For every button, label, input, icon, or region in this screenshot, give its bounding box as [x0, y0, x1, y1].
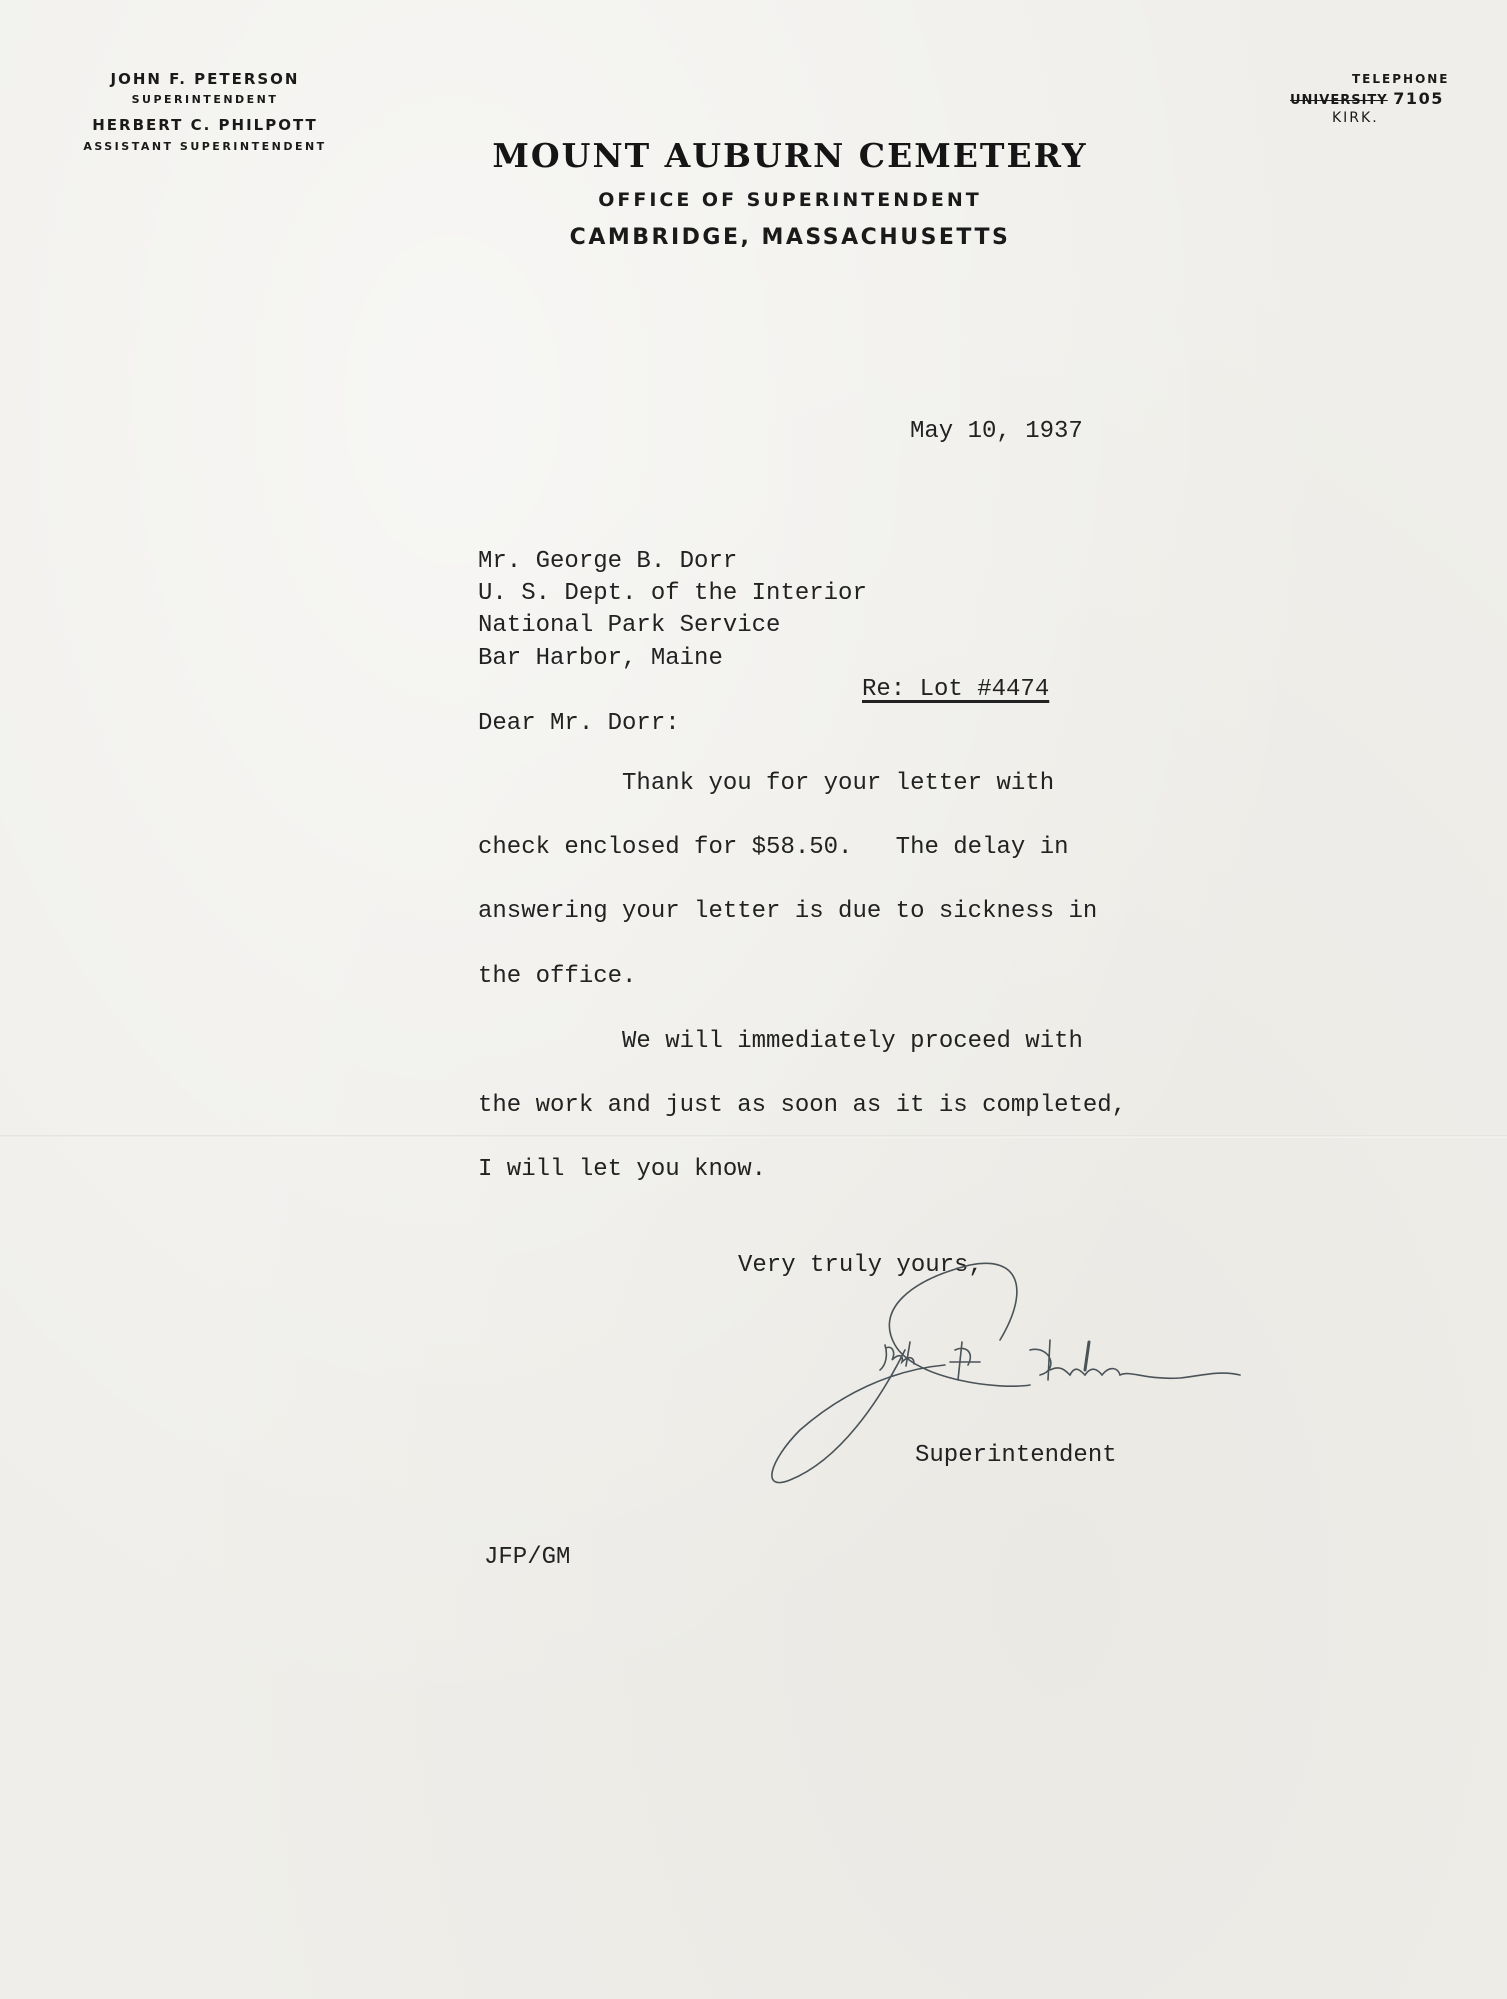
- official-title: ASSISTANT SUPERINTENDENT: [83, 140, 327, 153]
- official-name: HERBERT C. PHILPOTT: [92, 116, 318, 134]
- telephone-exchange-struck: UNIVERSITY: [1290, 93, 1388, 108]
- letter-date: May 10, 1937: [910, 418, 1083, 445]
- letterhead-officials: [60, 68, 350, 156]
- body-line: the work and just as soon as it is completed,: [478, 1092, 1127, 1119]
- body-line: Thank you for your letter with: [478, 770, 1055, 797]
- official-title: SUPERINTENDENT: [131, 93, 279, 106]
- letterhead-telephone: [1290, 70, 1500, 124]
- reference-line: Re: Lot #4474: [862, 676, 1050, 703]
- recipient-line: U. S. Dept. of the Interior: [478, 580, 867, 607]
- telephone-exchange-handwritten: KIRK.: [1332, 110, 1379, 126]
- letterhead-masthead: [440, 134, 1140, 258]
- office-location: CAMBRIDGE, MASSACHUSETTS: [569, 225, 1011, 250]
- typist-initials: JFP/GM: [484, 1544, 571, 1571]
- body-line: answering your letter is due to sickness in: [478, 898, 1098, 925]
- body-line: I will let you know.: [478, 1156, 767, 1183]
- body-line: check enclosed for $58.50. The delay in: [478, 834, 1069, 861]
- telephone-label: TELEPHONE: [1352, 72, 1450, 86]
- organization-name: MOUNT AUBURN CEMETERY: [492, 136, 1088, 175]
- paper-fold-line: [0, 1135, 1507, 1138]
- recipient-line: Bar Harbor, Maine: [478, 645, 723, 672]
- signer-title: Superintendent: [915, 1442, 1117, 1469]
- body-line: We will immediately proceed with: [478, 1028, 1083, 1055]
- office-name: OFFICE OF SUPERINTENDENT: [598, 189, 982, 211]
- closing: Very truly yours,: [738, 1252, 983, 1279]
- recipient-line: National Park Service: [478, 612, 781, 639]
- official-name: JOHN F. PETERSON: [110, 70, 300, 88]
- recipient-line: Mr. George B. Dorr: [478, 548, 738, 575]
- body-line: the office.: [478, 963, 637, 990]
- telephone-number: 7105: [1393, 89, 1444, 108]
- salutation: Dear Mr. Dorr:: [478, 710, 680, 737]
